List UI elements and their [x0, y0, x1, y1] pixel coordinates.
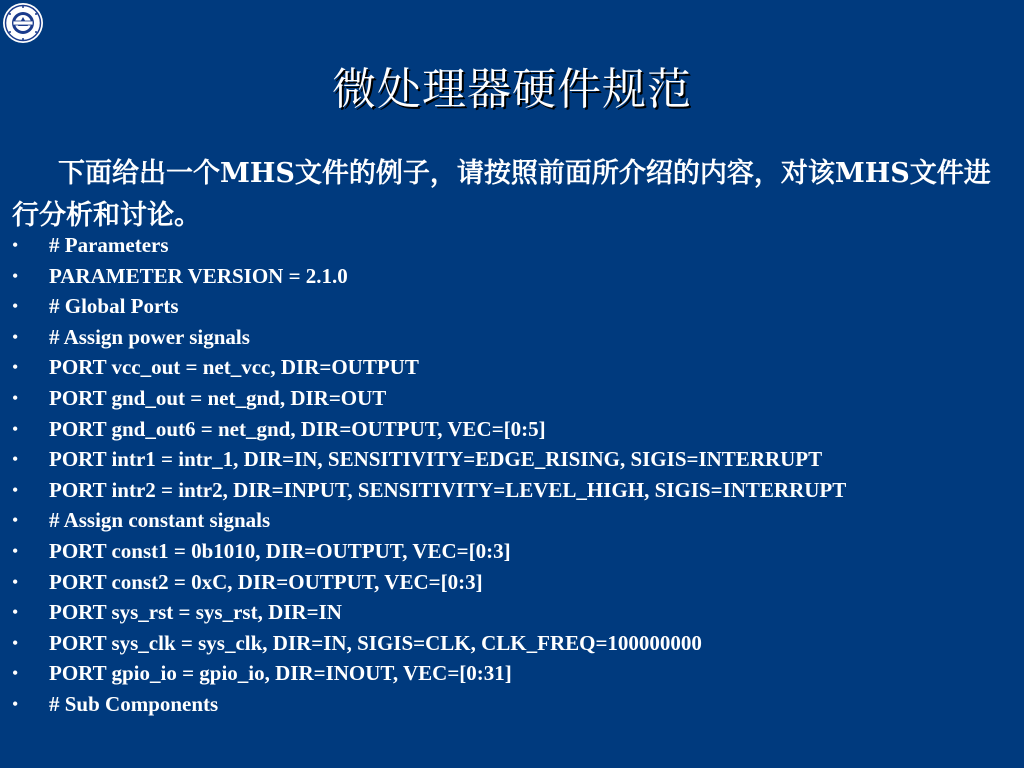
bullet-icon: • — [12, 326, 19, 347]
list-item — [12, 540, 1012, 562]
bullet-icon: • — [12, 418, 19, 439]
list-item-text: PORT const1 = 0b1010, DIR=OUTPUT, VEC=[0:3] — [49, 538, 511, 563]
list-item — [12, 632, 1012, 654]
bullet-icon: • — [12, 479, 19, 500]
bullet-icon: • — [12, 571, 19, 592]
list-item — [12, 265, 1012, 287]
list-item-text: # Global Ports — [49, 294, 179, 319]
list-item — [12, 571, 1012, 593]
bullet-icon: • — [12, 632, 19, 653]
list-item-text: PORT gnd_out = net_gnd, DIR=OUT — [49, 385, 387, 410]
list-item-text: # Assign power signals — [49, 324, 250, 349]
list-item-text: PARAMETER VERSION = 2.1.0 — [49, 263, 348, 288]
bullet-icon: • — [12, 602, 19, 623]
list-item — [12, 356, 1012, 378]
list-item — [12, 448, 1012, 470]
bullet-icon: • — [12, 663, 19, 684]
list-item-text: PORT intr1 = intr_1, DIR=IN, SENSITIVITY=EDGE_RISING, SIGIS=INTERRUPT — [49, 447, 823, 472]
list-item-text: PORT gnd_out6 = net_gnd, DIR=OUTPUT, VEC=[0:5] — [49, 416, 546, 441]
university-program-logo-icon — [2, 2, 44, 44]
list-item — [12, 387, 1012, 409]
bullet-icon: • — [12, 296, 19, 317]
list-item-text: PORT sys_rst = sys_rst, DIR=IN — [49, 600, 342, 625]
list-item — [12, 326, 1012, 348]
intro-text: 下面给出一个MHS文件的例子，请按照前面所介绍的内容，对该MHS文件进行分析和讨论。 — [12, 158, 991, 231]
list-item — [12, 601, 1012, 623]
list-item-text: # Assign constant signals — [49, 508, 271, 533]
list-item — [12, 234, 1012, 256]
bullet-list — [12, 234, 1012, 724]
bullet-icon: • — [12, 510, 19, 531]
list-item-text: PORT gpio_io = gpio_io, DIR=INOUT, VEC=[0:31] — [49, 661, 512, 686]
list-item-text: # Parameters — [49, 233, 169, 257]
list-item-text: # Sub Components — [49, 691, 219, 716]
list-item-text: PORT sys_clk = sys_clk, DIR=IN, SIGIS=CLK, CLK_FREQ=100000000 — [49, 630, 702, 655]
bullet-icon: • — [12, 449, 19, 470]
bullet-icon: • — [12, 235, 19, 255]
bullet-icon: • — [12, 540, 19, 561]
list-item-text: PORT const2 = 0xC, DIR=OUTPUT, VEC=[0:3] — [49, 569, 483, 594]
list-item — [12, 509, 1012, 531]
list-item — [12, 418, 1012, 440]
bullet-icon: • — [12, 357, 19, 378]
bullet-icon: • — [12, 265, 19, 286]
list-item — [12, 479, 1012, 501]
bullet-icon: • — [12, 387, 19, 408]
list-item-text: PORT vcc_out = net_vcc, DIR=OUTPUT — [49, 355, 419, 380]
bullet-icon: • — [12, 693, 19, 714]
intro-paragraph — [12, 153, 1002, 237]
slide-title: 微处理器硬件规范 — [332, 64, 692, 115]
list-item — [12, 295, 1012, 317]
list-item — [12, 662, 1012, 684]
list-item — [12, 693, 1012, 715]
list-item-text: PORT intr2 = intr2, DIR=INPUT, SENSITIVITY=LEVEL_HIGH, SIGIS=INTERRUPT — [49, 477, 847, 502]
